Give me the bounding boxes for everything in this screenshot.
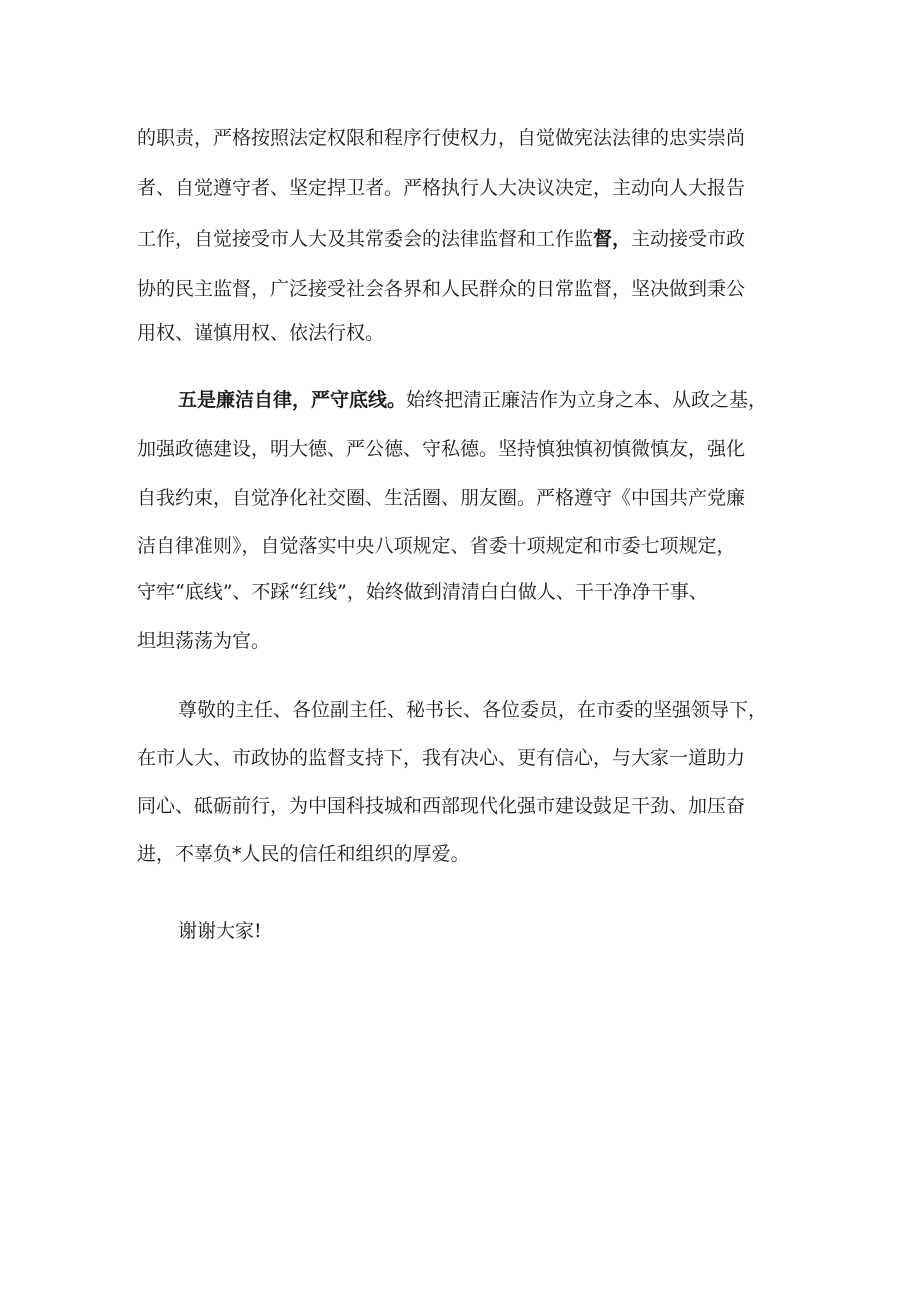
paragraph-1-line-3-bold: 督， <box>593 228 632 250</box>
paragraph-2-line-4: 洁自律准则》，自觉落实中央八项规定、省委十项规定和市委七项规定， <box>137 535 736 557</box>
paragraph-3-line-3: 同心、砥砺前行，为中国科技城和西部现代化强市建设鼓足干劲、加压奋 <box>137 795 746 817</box>
paragraph-3-line-4: 进，不辜负*人民的信任和组织的厚爱。 <box>137 843 470 865</box>
paragraph-1-line-4: 协的民主监督，广泛接受社会各界和人民群众的日常监督，坚决做到秉公 <box>137 278 746 300</box>
paragraph-1-line-1: 的职责，严格按照法定权限和程序行使权力，自觉做宪法法律的忠实崇尚 <box>137 127 746 149</box>
paragraph-1-line-3-text: 工作，自觉接受市人大及其常委会的法律监督和工作监 <box>137 228 594 250</box>
paragraph-2-line-3: 自我约束，自觉净化社交圈、生活圈、朋友圈。严格遵守《中国共产党廉 <box>137 487 746 509</box>
closing-line: 谢谢大家! <box>178 920 262 942</box>
paragraph-1-line-2: 者、自觉遵守者、坚定捍卫者。严格执行人大决议决定，主动向人大报告 <box>137 177 746 199</box>
paragraph-2-line-1-rest: 始终把清正廉洁作为立身之本、从政之基， <box>406 389 768 411</box>
paragraph-2-line-2: 加强政德建设，明大德、严公德、守私德。坚持慎独慎初慎微慎友，强化 <box>137 438 746 460</box>
paragraph-3-line-1: 尊敬的主任、各位副主任、秘书长、各位委员，在市委的坚强领导下， <box>178 699 768 721</box>
paragraph-2-line-1 <box>178 385 798 415</box>
paragraph-3-line-2: 在市人大、市政协的监督支持下，我有决心、更有信心，与大家一道助力 <box>137 747 746 769</box>
paragraph-1-line-5: 用权、谨慎用权、依法行权。 <box>137 322 385 344</box>
paragraph-2-line-5: 守牢“底线”、不踩“红线”，始终做到清清白白做人、干干净净干事、 <box>137 581 708 603</box>
paragraph-2-heading: 五是廉洁自律，严守底线。 <box>178 389 407 411</box>
paragraph-2-line-6: 坦坦荡荡为官。 <box>137 630 271 652</box>
paragraph-1-line-3-tail: 主动接受市政 <box>631 228 746 250</box>
paragraph-1-line-3 <box>137 224 797 254</box>
